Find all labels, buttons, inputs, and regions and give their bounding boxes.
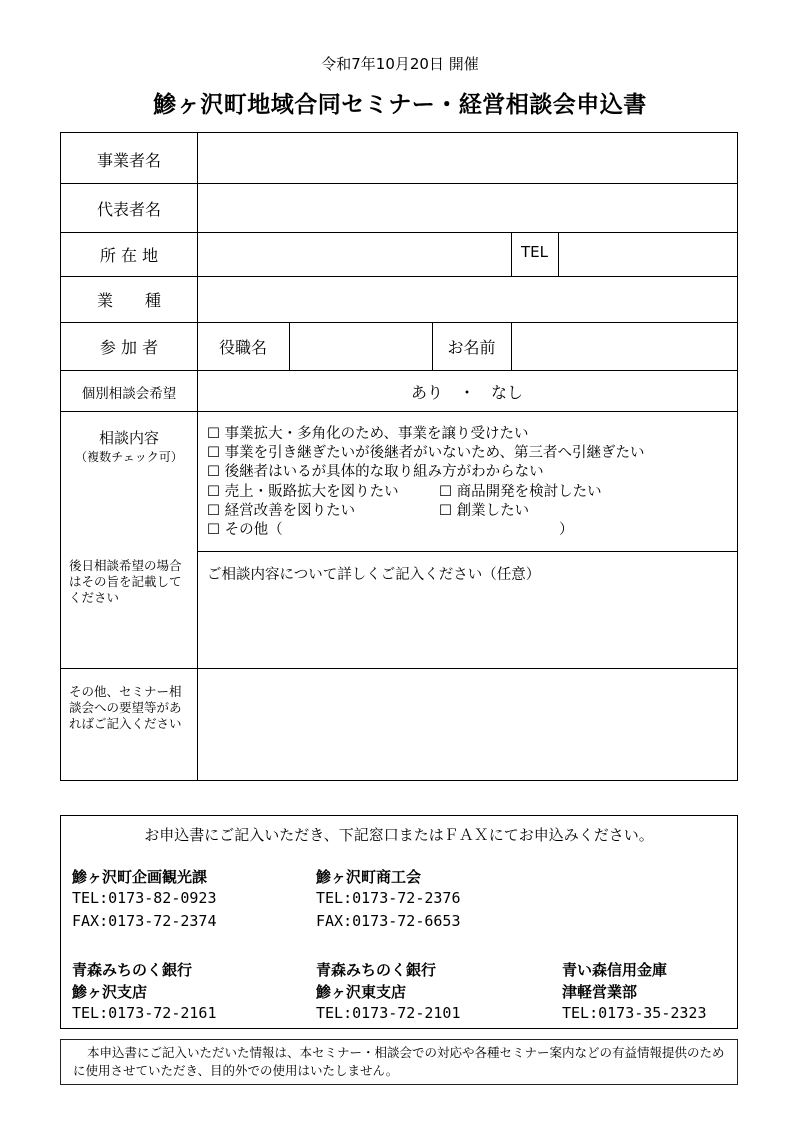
- other-requests-label: その他、セミナー相談会への要望等があればご記入ください: [69, 684, 182, 731]
- tel-label: TEL: [521, 243, 548, 261]
- individual-consult-label: 個別相談会希望: [81, 386, 177, 402]
- followup-input[interactable]: ご相談内容について詳しくご記入ください（任意）: [207, 567, 541, 583]
- office-tel: TEL:0173-82-0923: [72, 889, 217, 907]
- row-divider: [61, 411, 737, 412]
- followup-label: 後日相談希望の場合はその旨を記載してください: [69, 558, 182, 605]
- office-fax: FAX:0173-72-2374: [72, 912, 217, 930]
- option-other-close: ）: [559, 522, 574, 538]
- office-fax: FAX:0173-72-6653: [316, 912, 461, 930]
- name-divider-right: [511, 322, 512, 370]
- option-other[interactable]: ☐ その他（: [207, 522, 283, 538]
- row-divider: [61, 183, 737, 184]
- privacy-notice: [60, 1039, 738, 1085]
- page-title: 鯵ヶ沢町地域合同セミナー・経営相談会申込書: [153, 92, 647, 118]
- individual-consult-options[interactable]: あり ・ なし: [410, 383, 523, 402]
- contact-box: [60, 815, 738, 1029]
- option-management-improvement[interactable]: ☐ 経営改善を図りたい: [207, 503, 356, 519]
- office-name: 鯵ヶ沢町企画観光課: [72, 868, 208, 886]
- label-column-divider: [197, 133, 198, 780]
- office-branch: 津軽営業部: [562, 983, 638, 1001]
- office-branch: 鯵ヶ沢支店: [72, 983, 148, 1001]
- option-product-development[interactable]: ☐ 商品開発を検討したい: [439, 484, 602, 500]
- office-name: 青森みちのく銀行: [316, 961, 437, 979]
- office-tel: TEL:0173-72-2101: [316, 1004, 461, 1022]
- office-branch: 鯵ヶ沢東支店: [316, 983, 407, 1001]
- option-third-party-succession[interactable]: ☐ 事業を引き継ぎたいが後継者がいないため、第三者へ引継ぎたい: [207, 445, 645, 461]
- option-startup[interactable]: ☐ 創業したい: [439, 503, 530, 519]
- row-divider: [61, 276, 737, 277]
- office-name: 青い森信用金庫: [562, 961, 668, 979]
- option-successor-guidance[interactable]: ☐ 後継者はいるが具体的な取り組み方がわからない: [207, 464, 544, 480]
- office-tel: TEL:0173-72-2376: [316, 889, 461, 907]
- privacy-notice-text: 本申込書にご記入いただいた情報は、本セミナー・相談会での対応や各種セミナー案内などの有益情報提供のために使用させていただき、目的外での使用はいたしません。: [73, 1045, 725, 1078]
- application-form: [60, 132, 738, 781]
- contact-intro: お申込書にご記入いただき、下記窓口またはＦＡＸにてお申込みください。: [144, 826, 654, 844]
- row-divider: [61, 370, 737, 371]
- business-name-label: 事業者名: [96, 151, 161, 170]
- office-name: 鯵ヶ沢町商工会: [316, 868, 422, 886]
- participant-label: 参 加 者: [99, 338, 159, 357]
- industry-label: 業 種: [96, 291, 161, 310]
- consult-content-label: 相談内容: [98, 429, 159, 447]
- address-label: 所 在 地: [99, 246, 159, 265]
- tel-divider-right: [558, 232, 559, 276]
- office-tel: TEL:0173-72-2161: [72, 1004, 217, 1022]
- row-divider: [61, 668, 737, 669]
- name-label: お名前: [447, 338, 496, 357]
- office-name: 青森みちのく銀行: [72, 961, 193, 979]
- office-tel: TEL:0173-35-2323: [562, 1004, 707, 1022]
- row-divider: [61, 322, 737, 323]
- row-divider: [61, 232, 737, 233]
- representative-label: 代表者名: [96, 200, 161, 219]
- event-date: 令和7年10月20日 開催: [321, 55, 479, 73]
- option-acquire-business[interactable]: ☐ 事業拡大・多角化のため、事業を譲り受けたい: [207, 426, 529, 442]
- option-sales-expansion[interactable]: ☐ 売上・販路拡大を図りたい: [207, 484, 399, 500]
- consult-content-sublabel: （複数チェック可）: [75, 450, 183, 464]
- other-requests-input[interactable]: [201, 673, 731, 773]
- position-label: 役職名: [218, 338, 267, 357]
- row-divider: [197, 551, 737, 552]
- position-divider: [289, 322, 290, 370]
